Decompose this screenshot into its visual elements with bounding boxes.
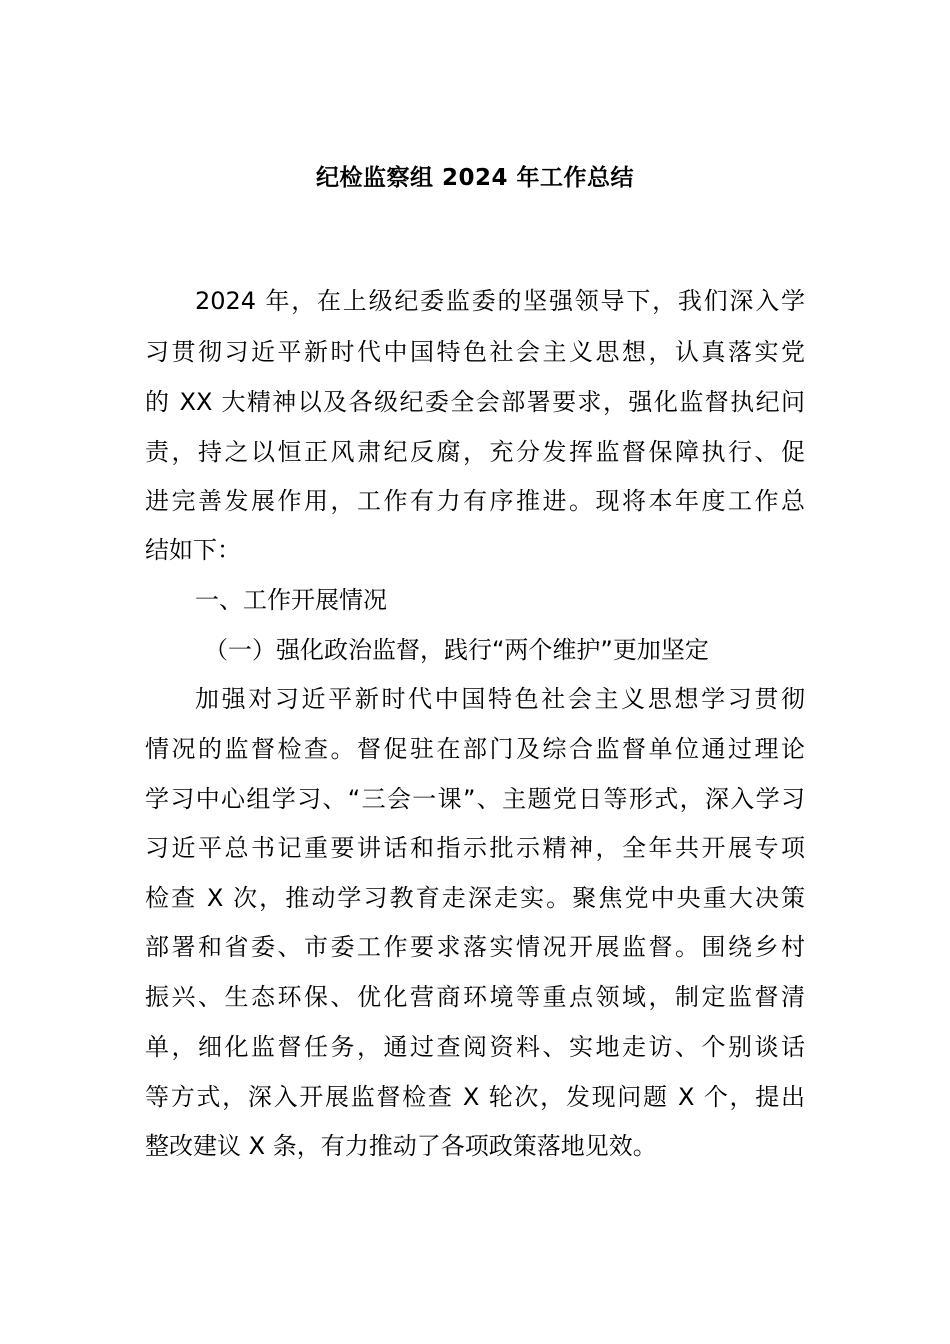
intro-line-6: 结如下： <box>145 536 241 564</box>
intro-line-2: 习贯彻习近平新时代中国特色社会主义思想，认真落实党 <box>145 338 805 366</box>
subsection-heading: （一）强化政治监督，践行“两个维护”更加坚定 <box>204 636 709 664</box>
section-heading: 一、工作开展情况 <box>195 586 387 614</box>
body-line-2: 情况的监督检查。督促驻在部门及综合监督单位通过理论 <box>145 735 805 763</box>
body-line-1: 加强对习近平新时代中国特色社会主义思想学习贯彻 <box>195 685 805 713</box>
document-title: 纪检监察组 2024 年工作总结 <box>315 165 635 191</box>
body-line-8: 单，细化监督任务，通过查阅资料、实地走访、个别谈话 <box>145 1033 805 1061</box>
body-line-10: 整改建议 X 条，有力推动了各项政策落地见效。 <box>145 1132 657 1160</box>
intro-line-4: 责，持之以恒正风肃纪反腐，充分发挥监督保障执行、促 <box>145 438 805 466</box>
body-line-6: 部署和省委、市委工作要求落实情况开展监督。围绕乡村 <box>145 933 805 961</box>
intro-line-1: 2024 年，在上级纪委监委的坚强领导下，我们深入学 <box>195 287 805 315</box>
body-line-4: 习近平总书记重要讲话和指示批示精神，全年共开展专项 <box>145 834 805 862</box>
body-line-5: 检查 X 次，推动学习教育走深走实。聚焦党中央重大决策 <box>145 884 805 912</box>
body-line-9: 等方式，深入开展监督检查 X 轮次，发现问题 X 个，提出 <box>145 1083 805 1111</box>
body-line-7: 振兴、生态环保、优化营商环境等重点领域，制定监督清 <box>145 983 805 1011</box>
intro-line-3: 的 XX 大精神以及各级纪委全会部署要求，强化监督执纪问 <box>145 388 805 416</box>
body-line-3: 学习中心组学习、“三会一课”、主题党日等形式，深入学习 <box>145 785 805 813</box>
intro-line-5: 进完善发展作用，工作有力有序推进。现将本年度工作总 <box>145 487 805 515</box>
